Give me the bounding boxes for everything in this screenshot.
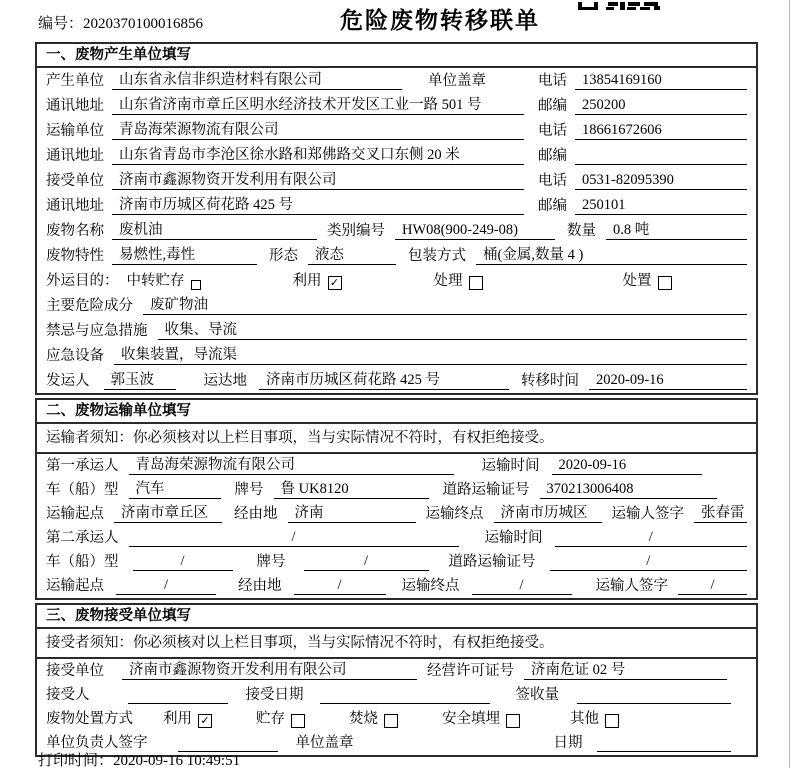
received-qty-label: 签收量 — [515, 687, 559, 703]
vehicle-type2-value: / — [133, 553, 233, 571]
phone1-label: 电话 — [538, 73, 567, 89]
disposal-label: 废物处置方式 — [46, 711, 133, 727]
hazard-label: 主要危险成分 — [46, 298, 133, 314]
disposal-storage-label: 贮存 — [256, 711, 285, 727]
disposal-utilize-checkbox: ✓ — [198, 714, 212, 728]
section-producer — [35, 42, 758, 395]
characteristic-value: 易燃性,毒性 — [112, 243, 257, 265]
transport-time2-label: 运输时间 — [484, 530, 543, 546]
row-hazard — [37, 293, 756, 318]
receive-date-value — [320, 686, 490, 704]
row-waste-characteristic — [37, 243, 756, 268]
disposal-incinerate-checkbox — [384, 714, 398, 728]
form-body — [35, 42, 758, 760]
purpose-utilize-checkbox: ✓ — [328, 276, 342, 290]
date-label: 日期 — [553, 735, 583, 751]
origin2-label: 运输起点 — [46, 578, 104, 594]
receive-unit-label: 接受单位 — [46, 663, 104, 679]
origin1-label: 运输起点 — [46, 506, 104, 522]
terminal2-label: 运输终点 — [401, 578, 460, 594]
disposal-utilize-label: 利用 — [163, 711, 192, 727]
plate1-value: 鲁 UK8120 — [274, 477, 429, 499]
qr-code-fragment — [578, 0, 662, 10]
section1-title: 一、废物产生单位填写 — [37, 44, 756, 68]
transfer-time-label: 转移时间 — [521, 373, 579, 389]
hazard-value: 废矿物油 — [143, 293, 747, 315]
document-number-value: 2020370100016856 — [83, 16, 204, 32]
purpose-dispose-label: 处置 — [622, 273, 652, 289]
terminal1-value: 济南市历城区 — [494, 501, 602, 523]
producer-value: 山东省永信非织造材料有限公司 — [112, 68, 402, 90]
transport-time1-value: 2020-09-16 — [552, 457, 702, 475]
purpose-treat-checkbox — [469, 276, 483, 290]
receiver-label: 接受单位 — [46, 173, 104, 189]
road-permit1-label: 道路运输证号 — [442, 482, 530, 498]
print-time — [38, 749, 240, 770]
row-receiver-address — [37, 193, 756, 218]
characteristic-label: 废物特性 — [46, 248, 104, 264]
responsible-sign-label: 单位负责人签字 — [46, 735, 148, 751]
row-route1 — [37, 502, 756, 526]
row-emergency-equipment — [37, 343, 756, 368]
addr3-label: 通讯地址 — [46, 198, 104, 214]
transport-time2-value: / — [555, 529, 748, 547]
via1-value: 济南 — [288, 501, 416, 523]
terminal2-value: / — [472, 577, 572, 595]
page-right-edge — [789, 0, 790, 768]
shipper-value: 郭玉波 — [104, 368, 176, 390]
row-transporter — [37, 118, 756, 143]
row-vehicle1 — [37, 478, 756, 502]
row-producer-address — [37, 93, 756, 118]
unit-seal2-label: 单位盖章 — [295, 735, 354, 751]
zip1-label: 邮编 — [538, 98, 567, 114]
license-value: 济南危证 02 号 — [524, 658, 727, 680]
plate2-label: 牌号 — [256, 554, 286, 570]
sign2-value: / — [678, 577, 747, 595]
zip1-value: 250200 — [575, 97, 747, 115]
destination-label: 运达地 — [203, 373, 247, 389]
terminal1-label: 运输终点 — [425, 506, 484, 522]
addr2-value: 山东省青岛市李沧区徐水路和郑佛路交叉口东侧 20 米 — [112, 143, 524, 165]
transporter-label: 运输单位 — [46, 123, 104, 139]
document-number-label: 编号： — [38, 16, 84, 32]
sign2-label: 运输人签字 — [595, 578, 668, 594]
vehicle-type1-label: 车（船）型 — [46, 482, 119, 498]
zip3-value: 250101 — [575, 197, 747, 215]
row-waste-name — [37, 218, 756, 243]
road-permit2-value: / — [550, 553, 748, 571]
section-transporter — [35, 398, 758, 600]
row-carrier2 — [37, 526, 756, 550]
document-header — [0, 0, 796, 42]
row-receiver — [37, 168, 756, 193]
carrier2-value: / — [129, 529, 459, 547]
waste-name-value: 废机油 — [112, 218, 317, 240]
row-shipper — [37, 368, 756, 393]
row-contraindication — [37, 318, 756, 343]
receiver-person-label: 接受人 — [46, 687, 90, 703]
disposal-other-label: 其他 — [570, 711, 599, 727]
sign1-value: 张春雷 — [694, 501, 747, 523]
quantity-value: 0.8 吨 — [606, 218, 747, 240]
row-disposal — [37, 707, 756, 731]
contraindication-value: 收集、导流 — [158, 318, 748, 340]
addr1-label: 通讯地址 — [46, 98, 104, 114]
emergency-equipment-label: 应急设备 — [46, 348, 104, 364]
transport-time1-label: 运输时间 — [481, 458, 540, 474]
vehicle-type1-value: 汽车 — [129, 477, 221, 499]
page-title: 危险废物转移联单 — [340, 7, 540, 33]
road-permit2-label: 道路运输证号 — [448, 554, 536, 570]
packing-value: 桶(金属,数量 4 ) — [476, 243, 747, 265]
row-receiver-person — [37, 683, 756, 707]
carrier1-label: 第一承运人 — [46, 458, 119, 474]
via2-label: 经由地 — [238, 578, 282, 594]
row-receive-unit — [37, 659, 756, 683]
destination-value: 济南市历城区荷花路 425 号 — [259, 368, 509, 390]
disposal-landfill-label: 安全填埋 — [442, 711, 500, 727]
contraindication-label: 禁忌与应急措施 — [46, 323, 148, 339]
zip3-label: 邮编 — [538, 198, 567, 214]
category-label: 类别编号 — [327, 223, 385, 239]
receive-date-label: 接受日期 — [245, 687, 304, 703]
carrier1-value: 青岛海荣源物流有限公司 — [129, 453, 454, 475]
phone2-value: 18661672606 — [575, 122, 747, 140]
sign1-label: 运输人签字 — [611, 506, 684, 522]
addr1-value: 山东省济南市章丘区明水经济技术开发区工业一路 501 号 — [112, 93, 524, 115]
vehicle-type2-label: 车（船）型 — [46, 554, 119, 570]
via1-label: 经由地 — [234, 506, 278, 522]
addr3-value: 济南市历城区荷花路 425 号 — [112, 193, 524, 215]
form-label: 形态 — [269, 248, 298, 264]
plate2-value: / — [304, 553, 429, 571]
origin1-value: 济南市章丘区 — [114, 501, 222, 523]
producer-label: 产生单位 — [46, 73, 104, 89]
phone1-value: 13854169160 — [575, 72, 747, 90]
disposal-storage-checkbox — [291, 714, 305, 728]
section3-title: 三、废物接受单位填写 — [37, 605, 756, 629]
disposal-other-checkbox — [605, 714, 619, 728]
category-value: HW08(900-249-08) — [395, 222, 555, 240]
license-label: 经营许可证号 — [427, 663, 514, 679]
receiver-person-value — [128, 686, 228, 704]
row-transporter-address — [37, 143, 756, 168]
phone2-label: 电话 — [538, 123, 567, 139]
row-purpose — [37, 268, 756, 293]
origin2-value: / — [116, 577, 216, 595]
purpose-transfer-storage-label: 中转贮存 — [126, 273, 185, 289]
row-carrier1 — [37, 454, 756, 478]
zip2-label: 邮编 — [538, 148, 567, 164]
row-route2 — [37, 574, 756, 598]
purpose-label: 外运目的： — [46, 273, 119, 289]
unit-seal-label: 单位盖章 — [428, 73, 486, 89]
receiver-notice: 接受者须知：你必须核对以上栏目事项，当与实际情况不符时，有权拒绝接受。 — [37, 629, 756, 659]
transporter-notice: 运输者须知：你必须核对以上栏目事项，当与实际情况不符时，有权拒绝接受。 — [37, 424, 756, 454]
row-producer — [37, 68, 756, 93]
date-value — [597, 734, 732, 752]
waste-name-label: 废物名称 — [46, 223, 104, 239]
quantity-label: 数量 — [567, 223, 596, 239]
disposal-landfill-checkbox — [506, 714, 520, 728]
zip2-value — [575, 147, 747, 165]
phone3-label: 电话 — [538, 173, 567, 189]
road-permit1-value: 370213006408 — [540, 481, 718, 499]
via2-value: / — [294, 577, 386, 595]
print-time-label: 打印时间： — [38, 753, 114, 769]
row-vehicle2 — [37, 550, 756, 574]
receive-unit-value: 济南市鑫源物资开发利用有限公司 — [122, 658, 417, 680]
form-value: 液态 — [308, 243, 396, 265]
section-receiver — [35, 603, 758, 757]
transporter-value: 青岛海荣源物流有限公司 — [112, 118, 524, 140]
phone3-value: 0531-82095390 — [575, 172, 747, 190]
section2-title: 二、废物运输单位填写 — [37, 400, 756, 424]
received-qty-value — [577, 686, 731, 704]
packing-label: 包装方式 — [408, 248, 466, 264]
purpose-treat-label: 处理 — [433, 273, 463, 289]
plate1-label: 牌号 — [234, 482, 264, 498]
purpose-dispose-checkbox — [658, 276, 672, 290]
purpose-transfer-storage-checkbox — [191, 280, 201, 290]
shipper-label: 发运人 — [46, 373, 90, 389]
addr2-label: 通讯地址 — [46, 148, 104, 164]
carrier2-label: 第二承运人 — [46, 530, 119, 546]
emergency-equipment-value: 收集装置，导流渠 — [114, 343, 747, 365]
purpose-utilize-label: 利用 — [292, 273, 322, 289]
receiver-value: 济南市鑫源物资开发利用有限公司 — [112, 168, 524, 190]
disposal-incinerate-label: 焚烧 — [349, 711, 378, 727]
transfer-time-value: 2020-09-16 — [589, 372, 747, 390]
print-time-value: 2020-09-16 10:49:51 — [113, 753, 241, 769]
